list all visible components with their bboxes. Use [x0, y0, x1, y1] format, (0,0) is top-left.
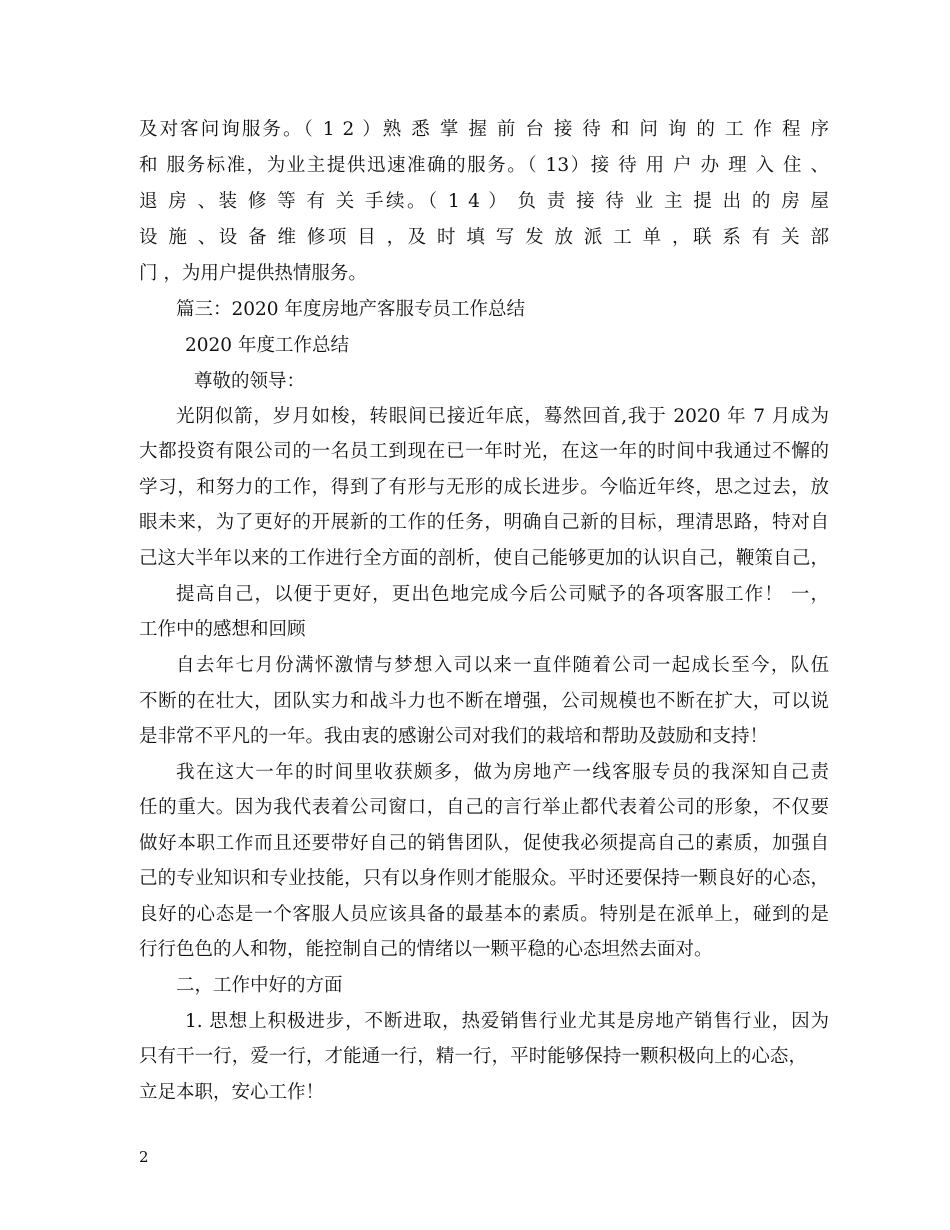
text-line: 良好的心态是一个客服人员应该具备的最基本的素质。特别是在派单上，碰到的是	[139, 904, 829, 925]
text-line: 1. 思想上积极进步，不断进取，热爱销售行业尤其是房地产销售行业，因为	[185, 1011, 829, 1032]
text-line: 工作中的感想和回顾	[139, 619, 306, 640]
text-line: 不断的在壮大，团队实力和战斗力也不断在增强，公司规模也不断在扩大，可以说	[139, 691, 829, 712]
salutation: 尊敬的领导：	[194, 371, 306, 392]
section-heading: 篇三：2020 年度房地产客服专员工作总结	[176, 299, 525, 320]
text-line: 和 服务标准，为业主提供迅速准确的服务。（ 13）接 待 用 户 办 理 入 住 、	[139, 155, 829, 176]
text-line: 任的重大。因为我代表着公司窗口，自己的言行举止都代表着公司的形象，不仅要	[139, 797, 829, 818]
text-line: 大都投资有限公司的一名员工到现在已一年时光，在这一年的时间中我通过不懈的	[139, 441, 829, 462]
text-line: 学习，和努力的工作，得到了有形与无形的成长进步。今临近年终，思之过去，放	[139, 477, 829, 498]
document-title: 2020 年度工作总结	[185, 335, 349, 356]
text-line: 只有干一行，爱一行，才能通一行，精一行，平时能够保持一颗积极向上的心态，	[139, 1046, 807, 1067]
text-line: 己的专业知识和专业技能，只有以身作则才能服众。平时还要保持一颗良好的心态，	[139, 868, 829, 889]
text-line: 己这大半年以来的工作进行全方面的剖析，使自己能够更加的认识自己，鞭策自己，	[139, 548, 829, 569]
text-line: 退 房 、装 修 等 有 关 手续。（ 1 4 ） 负 责 接 待 业 主 提 出 的 房 屋	[139, 191, 829, 212]
page-number: 2	[139, 1148, 149, 1166]
text-line: 我在这大一年的时间里收获颇多，做为房地产一线客服专员的我深知自己责	[176, 762, 829, 783]
text-line: 行行色色的人和物，能控制自己的情绪以一颗平稳的心态坦然去面对。	[139, 939, 713, 960]
text-line: 光阴似箭，岁月如梭，转眼间已接近年底，蓦然回首,我于 2020 年 7 月成为	[176, 406, 829, 427]
text-line: 立足本职，安心工作！	[139, 1082, 325, 1103]
text-line: 门 ，为用户提供热情服务。	[139, 263, 367, 284]
text-line: 自去年七月份满怀激情与梦想入司以来一直伴随着公司一起成长至今，队伍	[176, 655, 829, 676]
text-line: 是非常不平凡的一年。我由衷的感谢公司对我们的栽培和帮助及鼓励和支持！	[139, 726, 769, 747]
text-line: 及对客问询服务。（ 1 2 ）熟 悉 掌 握 前 台 接 待 和 问 询 的 工 作 程 序	[139, 119, 829, 140]
section-heading: 二，工作中好的方面	[176, 975, 343, 996]
text-line: 眼未来，为了更好的开展新的工作的任务，明确自己新的目标，理清思路，特对自	[139, 512, 829, 533]
text-line: 设 施 、设 备 维 修项 目 ，及 时 填 写 发 放 派 工 单 ，联 系 有 关 部	[139, 227, 829, 248]
text-line: 做好本职工作而且还要带好自己的销售团队，促使我必须提高自己的素质，加强自	[139, 833, 829, 854]
text-line: 提高自己，以便于更好，更出色地完成今后公司赋予的各项客服工作！ 一，	[176, 584, 829, 605]
